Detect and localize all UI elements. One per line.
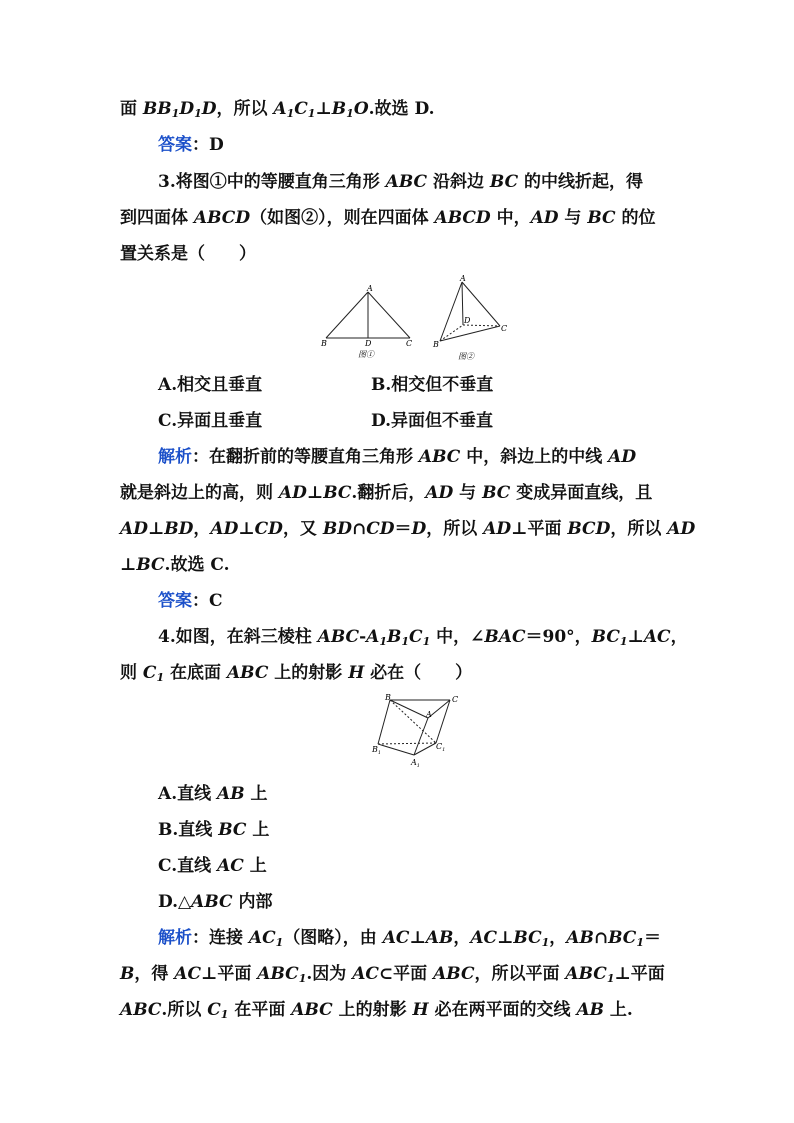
answer-1: 答案：D bbox=[158, 135, 224, 155]
fig2-label-d: D bbox=[464, 316, 471, 325]
figure-1-triangle bbox=[318, 282, 418, 362]
q3-analysis-line-2: 就是斜边上的高，则 AD⊥BC.翻折后，AD 与 BC 变成异面直线，且 bbox=[120, 483, 653, 503]
q4-analysis-line-2: B，得 AC⊥平面 $ABC_1$.因为 AC⊂平面 ABC，所以平面 $ABC_1\perp$平面 bbox=[120, 964, 665, 985]
q3-line-2: 到四面体 ABCD（如图②），则在四面体 ABCD 中，AD 与 BC 的位 bbox=[120, 208, 656, 228]
carry-over-line: 面 $BB_1D_1D$，所以 $A_1C_1\perp B_1O$.故选 D. bbox=[120, 99, 435, 120]
fig2-label-b: B bbox=[433, 340, 439, 349]
answer-label: 答案 bbox=[158, 591, 192, 611]
fig3-label-c1: $C_1$ bbox=[436, 742, 446, 753]
q3-option-b: B.相交但不垂直 bbox=[371, 375, 494, 395]
q4-analysis-line-3: ABC.所以 $C_1$ 在平面 ABC 上的射影 H 必在两平面的交线 AB 上. bbox=[120, 1000, 633, 1021]
fig2-label-c: C bbox=[501, 324, 508, 333]
fig1-caption: 图① bbox=[358, 350, 374, 359]
fig1-label-a: A bbox=[367, 284, 373, 293]
q3-option-a: A.相交且垂直 bbox=[158, 375, 263, 395]
fig3-label-a1: $A_1$ bbox=[411, 758, 420, 768]
fig3-label-a: A bbox=[426, 710, 432, 719]
q3-line-3: 置关系是（ ） bbox=[120, 244, 256, 264]
fig1-label-d: D bbox=[365, 339, 372, 348]
q3-analysis-line-3: AD⊥BD，AD⊥CD，又 BD∩CD＝D，所以 AD⊥平面 BCD，所以 AD bbox=[120, 519, 696, 539]
figure-3-prism bbox=[368, 694, 466, 768]
fig2-label-a: A bbox=[460, 275, 466, 283]
q3-option-d: D.异面但不垂直 bbox=[371, 411, 494, 431]
fig1-label-c: C bbox=[406, 339, 413, 348]
answer-3: 答案：C bbox=[158, 591, 223, 611]
q3-option-c: C.异面且垂直 bbox=[158, 411, 263, 431]
q4-line-1: 4.如图，在斜三棱柱 ABC-$A_1B_1C_1$ 中，∠BAC＝90°，$BC_1\perp AC$， bbox=[158, 627, 688, 648]
q4-line-2: 则 $C_1$ 在底面 ABC 上的射影 H 必在（ ） bbox=[120, 663, 473, 684]
analysis-label: 解析 bbox=[158, 447, 192, 467]
fig3-label-c: C bbox=[452, 695, 459, 704]
q3-analysis-line-1: 解析：在翻折前的等腰直角三角形 ABC 中，斜边上的中线 AD bbox=[158, 447, 637, 467]
q4-analysis-line-1: 解析：连接 $AC_1$（图略），由 AC⊥AB，$AC\perp BC_1$，$AB\cap BC_1=$ bbox=[158, 928, 661, 949]
q4-option-b: B.直线 BC 上 bbox=[158, 820, 270, 840]
q4-option-c: C.直线 AC 上 bbox=[158, 856, 267, 876]
fig3-label-b: B bbox=[385, 694, 391, 702]
q3-analysis-line-4: ⊥BC.故选 C. bbox=[120, 555, 230, 575]
fig1-label-b: B bbox=[321, 339, 327, 348]
answer-label: 答案 bbox=[158, 135, 192, 155]
q4-option-a: A.直线 AB 上 bbox=[158, 784, 268, 804]
q4-option-d: D.△ABC 内部 bbox=[158, 892, 273, 912]
fig2-caption: 图② bbox=[458, 352, 474, 361]
figure-2-tetrahedron bbox=[430, 275, 520, 362]
fig3-label-b1: $B_1$ bbox=[372, 745, 382, 756]
q3-line-1: 3.将图①中的等腰直角三角形 ABC 沿斜边 BC 的中线折起，得 bbox=[158, 172, 644, 192]
analysis-label: 解析 bbox=[158, 928, 192, 948]
